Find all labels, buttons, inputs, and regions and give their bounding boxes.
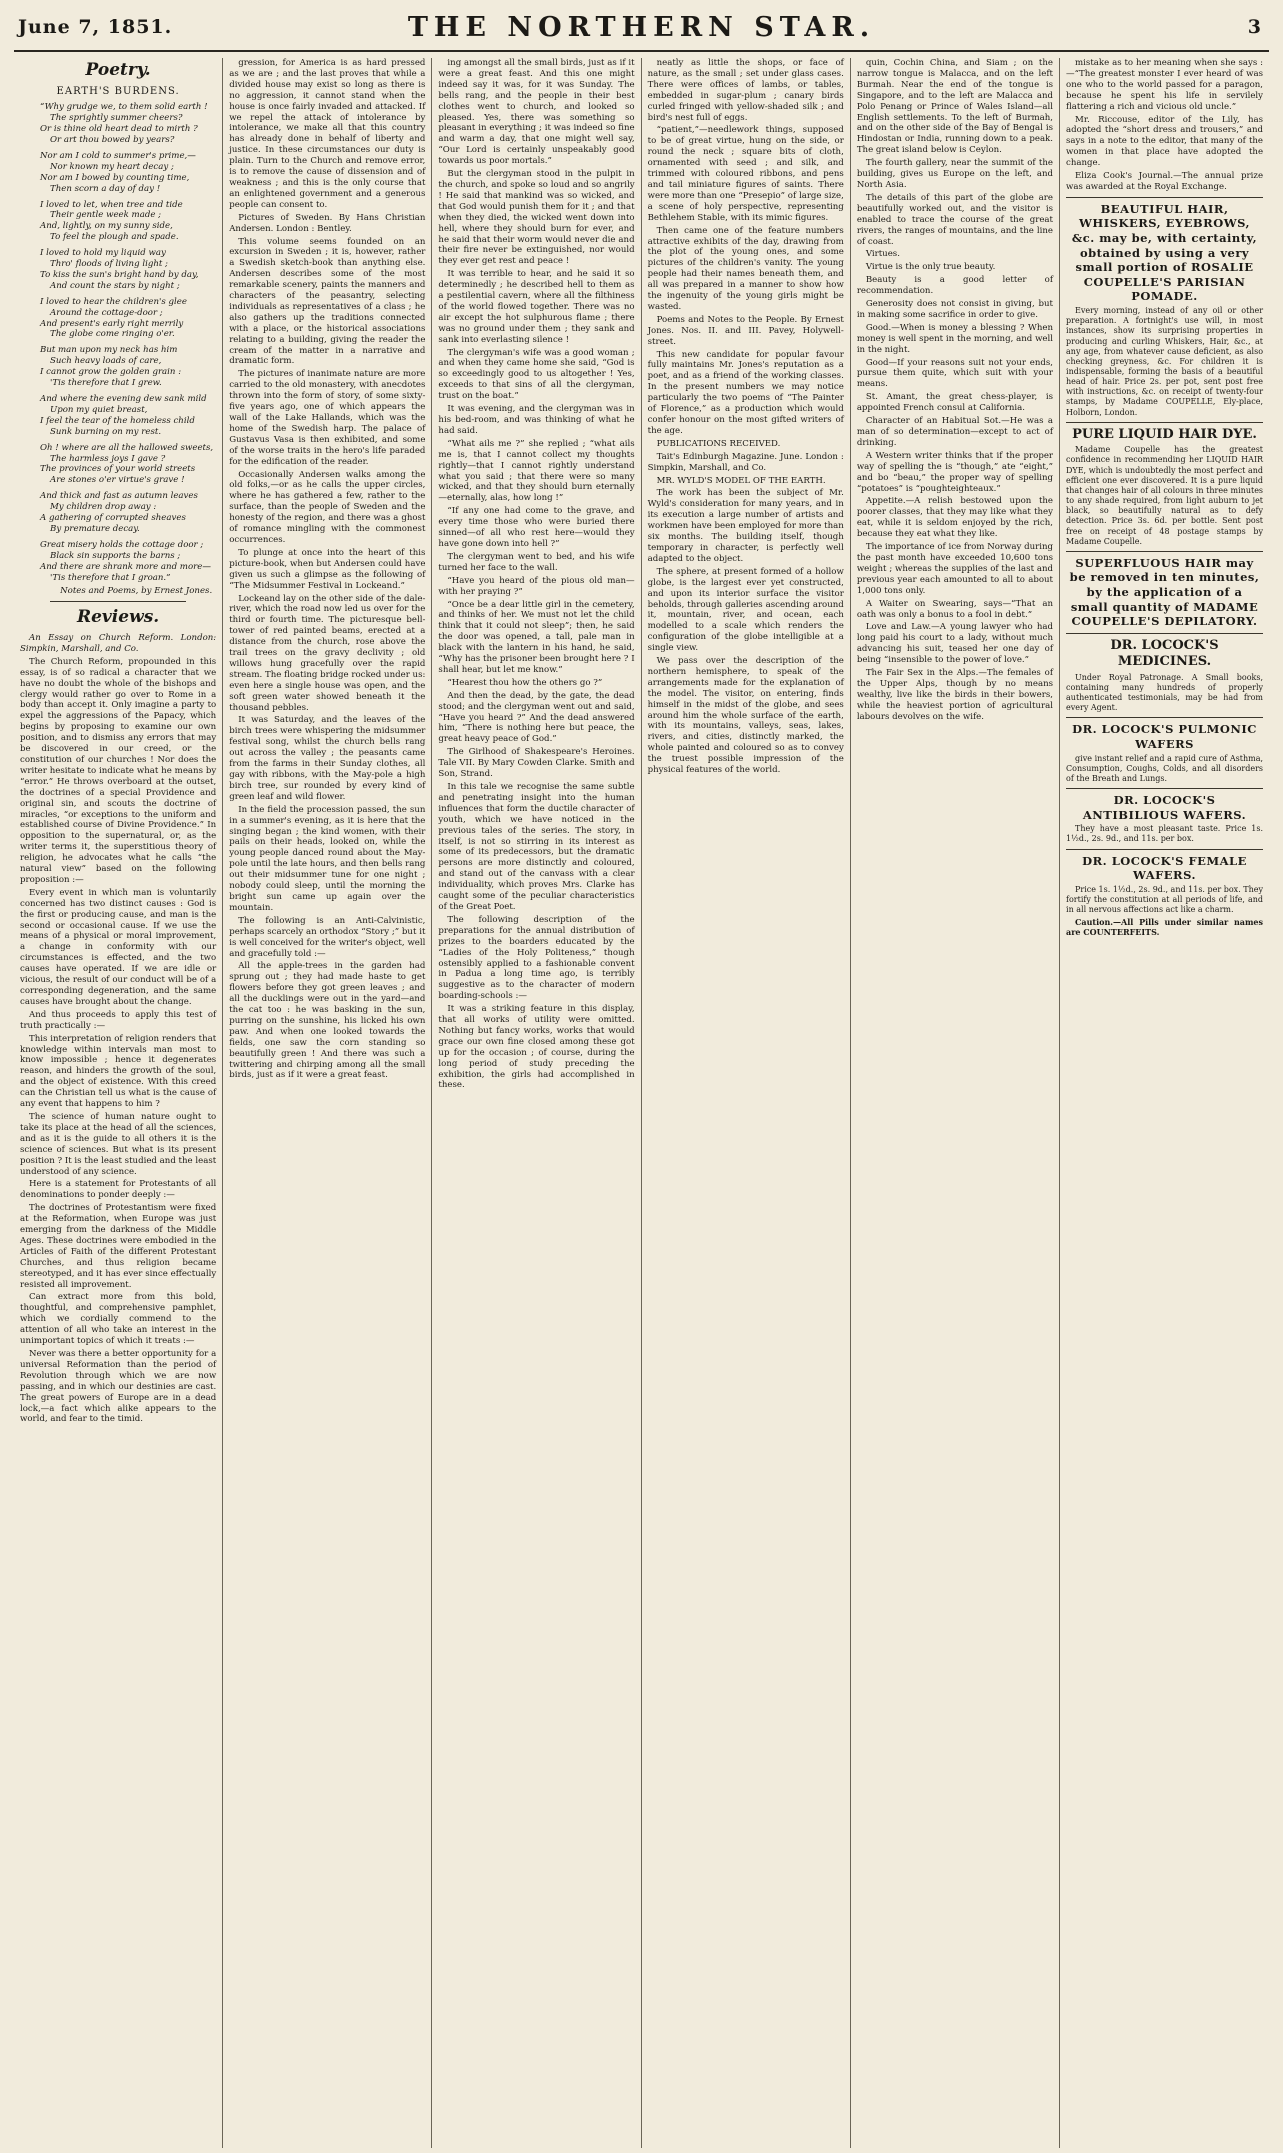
poem-line: Nor am I bowed by counting time, xyxy=(40,172,190,183)
article-paragraph: Occasionally Andersen walks among the old folks,—or as he calls the upper circles, where he has gathered a few, rather to the surface, than the people of Sweden and the honesty of the region, and there was a ghost of romance mingling with the commonest occurrences. xyxy=(229,469,426,545)
article-paragraph: “Hearest thou how the others go ?” xyxy=(447,677,603,688)
column-1 xyxy=(14,58,223,2148)
article-paragraph: This volume seems founded on an excursion in Sweden ; it is, however, rather a Swedish sketch-book than anything else. Andersen describes some of the most remarkable scenery, paints the manners and characters of the peasantry, selecting individuals as representatives of a class ; he also gathers up the traditions connected with a place, or the historical associations relating to a building, giving the reader the cream of the matter in a narrative and dramatic form. xyxy=(229,236,426,367)
poem-attribution: Notes and Poems, by Ernest Jones. xyxy=(60,585,213,596)
poem-line: Great misery holds the cottage door ; xyxy=(40,539,204,550)
advert-heading: DR. LOCOCK'S PULMONIC WAFERS xyxy=(1072,722,1257,751)
article-paragraph: A Waiter on Swearing, says—“That an oath was only a bonus to a fool in debt.” xyxy=(856,598,1054,620)
article-paragraph: The importance of ice from Norway during the past month have exceeded 10,600 tons weight ; whereas the supplies of the last and previous year each amounted to all to about 1,000 tons only. xyxy=(856,542,1054,596)
article-paragraph: The Church Reform, propounded in this essay, is of so radical a character that we have no doubt the whole of the bishops and clergy would rather go over to Rome in a body than accept it. Only imagine a party to expel the aggressions of the Papacy, which begins by proposing to examine our own position, and to dismiss any errors that may be discovered in our creed, or the constitution of our churches ! Nor does the writer hesitate to indicate what he means by “error.” He throws overboard at the outset, the doctrines of a special Providence and original sin, and scouts the doctrine of miracles, “or exceptions to the uniform and established course of Divine Providence.” In opposition to the supernatural, or, as the writer terms it, the superstitious theory of religion, he advocates what he calls “the natural view” based on the following proposition :— xyxy=(20,656,217,885)
article-paragraph: A Western writer thinks that if the proper way of spelling the is “though,” ate “eight,” and bo “beau,” the proper way of spelling “potatoes” is “poughteighteaux.” xyxy=(856,450,1054,494)
poem-line: Such heavy loads of care, xyxy=(50,356,162,367)
article-paragraph: In the field the procession passed, the sun in a summer's evening, as it is here that the singing began ; the kind women, with their pails on their heads, looked on, while the young people danced round about the May-pole until the late hours, and then bells rang out their midsummer tune for one night ; nobody could sleep, until the morning the bright sun came up again over the mountain. xyxy=(229,804,426,913)
article-paragraph: Love and Law.—A young lawyer who had long paid his court to a lady, without much advancing his suit, teased her one day of being “insensible to the power of love.” xyxy=(856,622,1054,666)
article-paragraph: gression, for America is as hard pressed as we are ; and the last proves that while a divided house may exist so long as there is no aggression, it cannot stand when the house is once fairly invaded and attacked. If we repel the attack of intolerance by intolerance, we make all that this country has already done in behalf of liberty and justice. In these circumstances our duty is plain. Turn to the Church and remove error, is to remove the cause of dissension and of weakness ; and this is the only course that an enlightened government and a generous people can consent to. xyxy=(229,58,426,210)
article-paragraph: “Once be a dear little girl in the cemetery, and thinks of her. We must not let the child think that it could not sleep”; then, he said the door was opened, a tall, pale man in black with the lantern in his hand, he said, “Why has the prisoner been brought here ? I shall hear, but let me know.” xyxy=(438,599,635,675)
article-paragraph: The clergyman went to bed, and his wife turned her face to the wall. xyxy=(438,551,635,573)
poem-line: To feel the plough and spade. xyxy=(50,232,179,243)
article-paragraph: “patient,”—needlework things, supposed to be of great virtue, hung on the side, or round the neck ; square bits of cloth, ornamented with seed ; and silk, and trimmed with coloured ribbons, and pens and tail miniature figures of saints. There were more than one “Presepio” of large size, a scene of holy perspective, representing Bethlehem Stable, with its mimic figures. xyxy=(647,125,844,223)
article-paragraph: The doctrines of Protestantism were fixed at the Reformation, when Europe was just emerging from the darkness of the Middle Ages. These doctrines were embodied in the Articles of Faith of the different Protestant Churches, and thus religion became stereotyped, and it has ever since effectually resisted all improvement. xyxy=(20,1203,217,1290)
advert-caution: Caution.—All Pills under similar names are COUNTERFEITS. xyxy=(1066,917,1264,938)
advert-heading: DR. LOCOCK'S ANTIBILIOUS WAFERS. xyxy=(1082,793,1247,822)
advert-locock-medicines xyxy=(1066,633,1263,714)
column-5 xyxy=(851,58,1060,2148)
column-6-text xyxy=(1066,58,1263,193)
article-paragraph: The fourth gallery, near the summit of the building, gives us Europe on the left, and North Asia. xyxy=(856,158,1054,190)
advert-body: Under Royal Patronage. A Small books, containing many hundreds of properly authenticated testimonials, may be had from every Agent. xyxy=(1066,672,1264,713)
article-paragraph: This new candidate for popular favour fully maintains Mr. Jones's reputation as a poet, and as a friend of the working classes. In the present numbers we may notice particularly the two poems of “The Painter of Florence,” as a production which would confer honour on the most gifted writers of the age. xyxy=(647,349,844,436)
article-paragraph: The science of human nature ought to take its place at the head of all the sciences, and as it is the guide to all others it is the science of sciences. But what is its present position ? It is the least studied and the least understood of any science. xyxy=(20,1111,217,1177)
poem-line: I loved to hold my liquid way xyxy=(40,248,166,259)
advert-body: They have a most pleasant taste. Price 1s. 1½d., 2s. 9d., and 11s. per box. xyxy=(1066,824,1264,844)
column-4 xyxy=(642,58,851,2148)
advert-heading: DR. LOCOCK'S MEDICINES. xyxy=(1110,637,1219,670)
advert-body: give instant relief and a rapid cure of Asthma, Consumption, Coughs, Colds, and all disorders of the Breath and Lungs. xyxy=(1066,753,1264,783)
poem-line: And count the stars by night ; xyxy=(50,280,180,291)
issue-date: June 7, 1851. xyxy=(18,16,173,38)
advert-antibilious-wafers xyxy=(1066,788,1263,845)
poem-line: The harmless joys I gave ? xyxy=(50,453,166,464)
advert-pulmonic-wafers xyxy=(1066,717,1263,784)
poem-line: Or art thou bowed by years? xyxy=(50,134,175,145)
column-2 xyxy=(223,58,432,2148)
advert-depilatory xyxy=(1066,551,1263,629)
advert-heading: SUPERFLUOUS HAIR may be removed in ten minutes, by the application of a small quantity of MADAME COUPELLE'S DEPILATORY. xyxy=(1069,555,1260,629)
article-paragraph: Virtues. xyxy=(865,249,900,260)
article-paragraph: The Girlhood of Shakespeare's Heroines. Tale VII. By Mary Cowden Clarke. Smith and Son, Strand. xyxy=(438,747,635,780)
advert-body: Madame Coupelle has the greatest confidence in recommending her LIQUID HAIR DYE, which is undoubtedly the most perfect and efficient one ever discovered. It is a pure liquid that changes hair of all colours in three minutes to any shade required, from light auburn to jet black, so beautifully natural as to defy detection. Price 3s. 6d. per bottle. Sent post free on receipt of 48 postage stamps by Madame Coupelle. xyxy=(1066,445,1264,546)
article-paragraph: To plunge at once into the heart of this picture-book, when but Andersen could have given us such a glimpse as the following of “The Midsummer Festival in Lockeand.” xyxy=(229,547,426,591)
advert-heading: PURE LIQUID HAIR DYE. xyxy=(1072,426,1257,442)
article-paragraph: The pictures of inanimate nature are more carried to the old monastery, with anecdotes thrown into the form of story, of some sixty-five years ago, one of which appears the wall of the Lake Hallands, which was the home of the Swedish harp. The palace of Gustavus Vasa is then exhibited, and some of the worse traits in the hero's life paraded for the edification of the reader. xyxy=(229,369,426,467)
article-paragraph: We pass over the description of the northern hemisphere, to speak of the arrangements made for the explanation of the model. The visitor, on entering, finds himself in the midst of the globe, and sees around him the whole surface of the earth, with its mountains, valleys, seas, lakes, rivers, and cities, distinctly marked, the whole painted and coloured so as to convey the truest possible impression of the physical features of the world. xyxy=(647,656,844,776)
poem-line: I feel the tear of the homeless child xyxy=(40,415,195,426)
article-paragraph: Mr. Riccouse, editor of the Lily, has adopted the “short dress and trousers,” and says in a note to the editor, that many of the women in that place have adopted the change. xyxy=(1066,114,1264,169)
article-paragraph: This interpretation of religion renders that knowledge within intervals man most to know impossible ; hence it degenerates reason, and hinders the growth of the soul, and the object of existence. With this creed can the Christian tell us what is the cause of any event that happens to him ? xyxy=(20,1033,217,1110)
article-paragraph: The work has been the subject of Mr. Wyld's consideration for many years, and in its execution a large number of artists and workmen have been employed for more than six months. The building itself, though temporary in character, is perfectly well adapted to the object. xyxy=(647,488,844,564)
article-paragraph: The following is an Anti-Calvinistic, perhaps scarcely an orthodox “Story ;” but it is well conceived for the writer's object, well and gracefully told :— xyxy=(229,915,426,959)
article-paragraph: The details of this part of the globe are beautifully worked out, and the visitor is enabled to trace the course of the great rivers, the ranges of mountains, and the line of coast. xyxy=(856,192,1054,247)
article-paragraph: “If any one had come to the grave, and every time those who were buried there sinned—of all who rest here—would they have gone down into hell ?” xyxy=(438,506,635,549)
review-title: An Essay on Church Reform. London: Simpkin, Marshall, and Co. xyxy=(20,633,217,654)
poem-line: Or is thine old heart dead to mirth ? xyxy=(40,124,198,135)
poem-line: Upon my quiet breast, xyxy=(50,404,148,415)
poem-line: And present's early right merrily xyxy=(40,318,184,329)
poem-line: My children drop away : xyxy=(50,502,157,513)
newspaper-title: THE NORTHERN STAR. xyxy=(407,12,876,43)
poem-line: By premature decay. xyxy=(50,523,140,534)
article-paragraph: Poems and Notes to the People. By Ernest Jones. Nos. II. and III. Pavey, Holywell-street. xyxy=(647,314,844,347)
article-paragraph: Tait's Edinburgh Magazine. June. London : Simpkin, Marshall, and Co. xyxy=(647,451,844,473)
article-paragraph: neatly as little the shops, or face of nature, as the small ; set under glass cases. There were offices of lambs, or tables, embedded in sugar-plum ; canary birds curled fringed with yellow-shaded silk ; and bird's nest full of eggs. xyxy=(647,58,844,123)
poem-line: Sunk burning on my rest. xyxy=(50,426,162,437)
article-paragraph: Beauty is a good letter of recommendation. xyxy=(856,275,1054,297)
article-paragraph: Never was there a better opportunity for a universal Reformation than the period of Revolution through which we are now passing, and in which our destinies are cast. The great powers of Europe are in a dead lock,—a fact which alike appears to the world, and fear to the timid. xyxy=(20,1349,217,1425)
poem-line: Thro' floods of living light ; xyxy=(50,259,168,270)
advert-heading: BEAUTIFUL HAIR, WHISKERS, EYEBROWS, &c. may be, with certainty, obtained by using a very small portion of ROSALIE COUPELLE'S PARISIAN POMADE. xyxy=(1071,201,1258,304)
column-6 xyxy=(1060,58,1269,2148)
article-paragraph: The Fair Sex in the Alps.—The females of the Upper Alps, though by no means wealthy, live like the birds in their bowers, while the heaviest portion of agricultural labours devolves on the wife. xyxy=(856,668,1054,722)
article-paragraph: Character of an Habitual Sot.—He was a man of so determination—except to act of drinking. xyxy=(856,416,1054,448)
poem-line: Nor am I cold to summer's prime,— xyxy=(40,150,196,161)
poem-line: I cannot grow the golden grain : xyxy=(40,367,182,378)
article-paragraph: The following description of the preparations for the annual distribution of prizes to the boarders educated by the “Ladies of the Holy Politeness,” though ostensibly applied to a fashionable convent in Padua a long time ago, is terribly suggestive as to the character of modern boarding-schools :— xyxy=(438,914,635,1002)
poem-line: 'Tis therefore that I groan.” xyxy=(50,572,171,583)
poem-line: And, lightly, on my sunny side, xyxy=(40,221,173,232)
poem-line: The globe come ringing o'er. xyxy=(50,329,175,340)
article-paragraph: MR. WYLD'S MODEL OF THE EARTH. xyxy=(656,475,826,486)
poetry-heading: Poetry. xyxy=(85,60,151,80)
poem-line: 'Tis therefore that I grew. xyxy=(50,378,162,389)
poem-line: A gathering of corrupted sheaves xyxy=(40,513,186,524)
poem-line: And thick and fast as autumn leaves xyxy=(40,491,198,502)
article-paragraph: Appetite.—A relish bestowed upon the poorer classes, that they may like what they eat, while it is seldom enjoyed by the rich, because they eat what they like. xyxy=(856,496,1054,540)
article-paragraph: It was a striking feature in this display, that all works of utility were omitted. Nothing but fancy works, works that would grace our own fine closed among these got up for the occasion ; of course, during the long period of study preceding the exhibition, the girls had accomplished in these. xyxy=(438,1004,635,1091)
article-paragraph: Then came one of the feature numbers attractive exhibits of the day, drawing from the plot of the young ones, and some pictures of the children's vanity. The young people had their names beneath them, and all was prepared in a manner to show how the ingenuity of the young girls might be wasted. xyxy=(647,225,844,312)
advert-body: Every morning, instead of any oil or other preparation. A fortnight's use will, in most instances, show its surprising properties in producing and curling Whiskers, Hair, &c., at any age, from whatever cause deficient, as also checking greyness, &c. For children it is indispensable, forming the basis of a beautiful head of hair. Price 2s. per pot, sent post free with instructions, &c. on receipt of twenty-four stamps, by Madame COUPELLE, Ely-place, Holborn, London. xyxy=(1066,306,1264,417)
article-paragraph: But the clergyman stood in the pulpit in the church, and spoke so loud and so angrily ! He said that mankind was so wicked, and that God would punish them for it ; and that when they died, the wicked went down into hell, where they should burn for ever, and he said that their worm would never die and their fire never be extinguished, nor would they ever get rest and peace ! xyxy=(438,169,635,267)
article-paragraph: Can extract more from this bold, thoughtful, and comprehensive pamphlet, which we cordially commend to the attention of all who take an interest in the unimportant topics of which it treats :— xyxy=(20,1292,217,1347)
column-3 xyxy=(432,58,641,2148)
article-paragraph: Eliza Cook's Journal.—The annual prize was awarded at the Royal Exchange. xyxy=(1066,171,1264,192)
poem-line: Around the cottage-door ; xyxy=(50,307,163,318)
poem-line: I loved to hear the children's glee xyxy=(40,296,187,307)
poem-line: To kiss the sun's bright hand by day, xyxy=(40,269,199,280)
poem-line: But man upon my neck has him xyxy=(40,345,178,356)
article-paragraph: “Have you heard of the pious old man—with her praying ?” xyxy=(438,575,635,597)
page-number: 3 xyxy=(1247,16,1261,38)
poem-line: “Why grudge we, to them solid earth ! xyxy=(40,102,208,113)
poem-line: Oh ! where are all the hallowed sweets, xyxy=(40,442,214,453)
article-paragraph: quin, Cochin China, and Siam ; on the narrow tongue is Malacca, and on the left Burmah. Near the end of the tongue is Singapore, and to the left are Malacca and Polo Penang or Prince of Wales Island—all English settlements. To the left of Burmah, and on the other side of the Bay of Bengal is Hindostan or India, running down to a peak. The great island below is Ceylon. xyxy=(856,58,1054,156)
article-paragraph: St. Amant, the great chess-player, is appointed French consul at California. xyxy=(856,392,1054,414)
advert-hair xyxy=(1066,197,1263,418)
columns xyxy=(14,58,1269,2148)
poem-line: Are stones o'er virtue's grave ! xyxy=(50,475,185,486)
article-paragraph: Lockeand lay on the other side of the dale-river, which the road now led us over for the third or fourth time. The picturesque bell-tower of red painted beams, erected at a distance from the church, rose above the trail trees on the gravy declivity ; old willows hung gracefully over the rapid stream. The floating bridge rocked under us: even here a single house was open, and the soft green water showed beneath it the thousand pebbles. xyxy=(229,593,426,713)
article-paragraph: Good—If your reasons suit not your ends, pursue them quite, which suit with your means. xyxy=(856,357,1054,390)
article-paragraph: And thus proceeds to apply this test of truth practically :— xyxy=(20,1009,217,1031)
masthead xyxy=(14,10,1269,52)
poem-line: The provinces of your world streets xyxy=(40,464,196,475)
article-paragraph: “What ails me ?” she replied ; “what ails me is, that I cannot collect my thoughts rightly—that I cannot rightly understand what you said ; that there were so many wicked, and that they should burn eternally—eternally, alas, how long !” xyxy=(438,438,635,504)
article-paragraph: ing amongst all the small birds, just as if it were a great feast. And this one might indeed say it was, for it was Sunday. The bells rang, and the people in their best clothes went to church, and looked so pleased. Yes, there was something so pleasant in everything ; it was indeed so fine and warm a day, that one might well say, “Our Lord is certainly unspeakably good towards us poor mortals.” xyxy=(438,58,635,167)
poem-line: Then scorn a day of day ! xyxy=(50,183,161,194)
article-paragraph: The clergyman's wife was a good woman ; and when they came home she said, “God is so exceedingly good to us altogether ! Yes, exceeds to that sins of all the clergyman, trust on the boat.” xyxy=(438,347,635,402)
article-paragraph: In this tale we recognise the same subtle and penetrating insight into the human influences that form the ductile character of youth, which we have noticed in the previous tales of the series. The story, in itself, is not so stirring in its interest as some of its predecessors, but the dramatic persons are more distinctly and coloured, and stand out of the canvass with a clear individuality, which proves Mrs. Clarke has caught some of the peculiar characteristics of the Great Poet. xyxy=(438,782,635,912)
article-paragraph: And then the dead, by the gate, the dead stood; and the clergyman went out and said, “Have you heard ?” And the dead answered him, “There is nothing here but peace, the great heavy peace of God.” xyxy=(438,690,635,745)
poem-line: Nor known my heart decay ; xyxy=(50,161,174,172)
poem-title: EARTH'S BURDENS. xyxy=(56,85,180,97)
advert-heading: DR. LOCOCK'S FEMALE WAFERS. xyxy=(1082,853,1247,883)
article-paragraph: It was Saturday, and the leaves of the birch trees were whispering the midsummer festival song, whilst the church bells rang out across the valley ; the peasants came from the farms in their Sunday clothes, all gay with ribbons, with the May-pole a high birch tree, sur rounded by every kind of green leaf and wild flower. xyxy=(229,715,426,802)
article-paragraph: Virtue is the only true beauty. xyxy=(865,262,996,273)
article-paragraph: PUBLICATIONS RECEIVED. xyxy=(656,438,781,449)
poem-line: Black sin supports the barns ; xyxy=(50,550,181,561)
article-paragraph: Pictures of Sweden. By Hans Christian Andersen. London : Bentley. xyxy=(229,212,426,234)
article-paragraph: All the apple-trees in the garden had sprung out ; they had made haste to get flowers before they got green leaves ; and all the ducklings were out in the yard—and the cat too : he was basking in the sun, purring on the sunshine, his licked his own paw. And when one looked towards the fields, one saw the corn standing so beautifully green ! And there was such a twittering and chirping among all the small birds, just as if it were a great feast. xyxy=(229,961,426,1081)
advert-body: Price 1s. 1½d., 2s. 9d., and 11s. per box. They fortify the constitution at all periods of life, and in all nervous affections act like a charm. xyxy=(1066,884,1264,915)
article-paragraph: Generosity does not consist in giving, but in making some sacrifice in order to give. xyxy=(856,299,1054,320)
advert-hair-dye xyxy=(1066,422,1263,547)
reviews-heading: Reviews. xyxy=(76,607,160,628)
article-paragraph: Here is a statement for Protestants of all denominations to ponder deeply :— xyxy=(20,1179,217,1201)
poem-line: The sprightly summer cheers? xyxy=(50,113,183,124)
poem-line: And there are shrank more and more— xyxy=(40,561,211,572)
article-paragraph: mistake as to her meaning when she says :—“The greatest monster I ever heard of was one who to the world passed for a paragon, because he spent his life in servilely flattering a rich and vicious old uncle.” xyxy=(1066,58,1264,112)
poem-line: Their gentle week made ; xyxy=(50,210,162,221)
article-paragraph: Every event in which man is voluntarily concerned has two distinct causes : God is the first or producing cause, and man is the second or occasional cause. If we use the means of a physical or moral improvement, a change in conformity with our circumstances is effected, and the two causes have operated. If we are idle or vicious, the result of our conduct will be of a corresponding degeneration, and the same causes have brought about the change. xyxy=(20,887,217,1007)
advert-female-wafers xyxy=(1066,849,1263,938)
article-paragraph: It was evening, and the clergyman was in his bed-room, and was thinking of what he had said. xyxy=(438,404,635,436)
poem-line: And where the evening dew sank mild xyxy=(40,394,207,405)
divider xyxy=(50,601,186,602)
poem-line: I loved to let, when tree and tide xyxy=(40,199,183,210)
review-body xyxy=(20,657,216,1426)
poem xyxy=(20,102,216,583)
article-paragraph: The sphere, at present formed of a hollow globe, is the largest ever yet constructed, and upon its interior surface the visitor beholds, through galleries ascending around it, mountain, river, and ocean, each modelled to a scale which renders the configuration of the globe intelligible at a single view. xyxy=(647,566,844,654)
article-paragraph: It was terrible to hear, and he said it so determinedly ; he described hell to them as a pestilential cavern, where all the filthiness of the world flowed together. There was no air except the hot sulphurous flame ; there was no ground under them ; they sank and sank into everlasting silence ! xyxy=(438,269,635,345)
article-paragraph: Good.—When is money a blessing ? When money is well spent in the morning, and well in the night. xyxy=(856,322,1054,355)
